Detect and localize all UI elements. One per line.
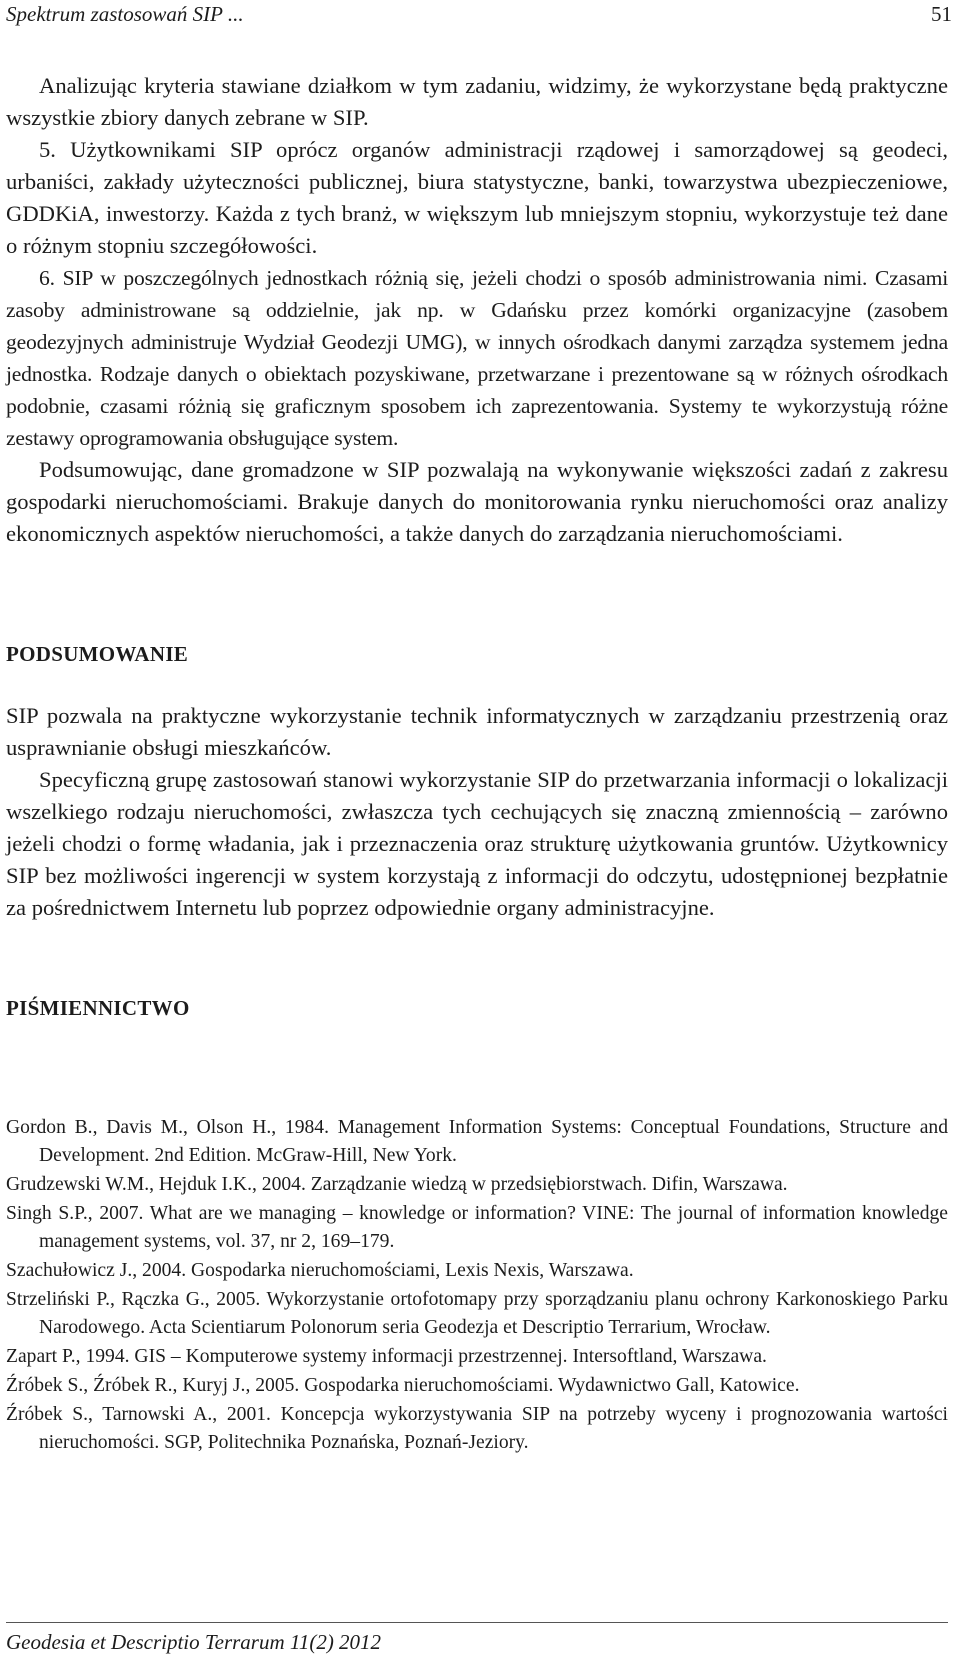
reference-item: Singh S.P., 2007. What are we managing – knowledge or information? VINE: The journal of information knowledge management systems, vol. 37, nr 2, 169–179. [6,1203,948,1252]
body-text [6,70,948,550]
paragraph: Analizując kryteria stawiane działkom w tym zadaniu, widzimy, że wykorzystane będą praktyczne wszystkie zbiory danych zebrane w SIP. [6,73,948,130]
paragraph: SIP pozwala na praktyczne wykorzystanie technik informatycznych w zarządzaniu przestrzenią oraz usprawnianie obsługi mieszkańców. [6,703,948,760]
section-heading-references: PIŚMIENNICTWO [6,996,190,1020]
reference-item: Grudzewski W.M., Hejduk I.K., 2004. Zarządzanie wiedzą w przedsiębiorstwach. Difin, Warszawa. [6,1174,788,1195]
paragraph: Specyficzną grupę zastosowań stanowi wykorzystanie SIP do przetwarzania informacji o lokalizacji wszelkiego rodzaju nieruchomości, zwłaszcza tych cechujących się znaczną zmiennością – zarówno jeżeli chodzi o formę władania, jak i przeznaczenia oraz strukturę użytkowania gruntów. Użytkownicy SIP bez możliwości ingerencji w system korzystają z informacji do odczytu, udostępnionej bezpłatnie za pośrednictwem Internetu lub poprzez odpowiednie organy administracyjne. [6,767,948,920]
running-header [6,2,952,34]
running-title: Spektrum zastosowań SIP ... [6,2,244,26]
reference-item: Źróbek S., Tarnowski A., 2001. Koncepcja wykorzystywania SIP na potrzeby wyceny i prognozowania wartości nieruchomości. SGP, Politechnika Poznańska, Poznań-Jeziory. [6,1404,948,1453]
reference-item: Gordon B., Davis M., Olson H., 1984. Management Information Systems: Conceptual Foundations, Structure and Development. 2nd Edition. McGraw-Hill, New York. [6,1117,948,1166]
paragraph: 5. Użytkownikami SIP oprócz organów administracji rządowej i samorządowej są geodeci, urbaniści, zakłady użyteczności publicznej, biura statystyczne, banki, towarzystwa ubezpieczeniowe, GDDKiA, inwestorzy. Każda z tych branż, w większym lub mniejszym stopniu, wykorzystuje też dane o różnym stopniu szczegółowości. [6,137,948,258]
reference-item: Zapart P., 1994. GIS – Komputerowe systemy informacji przestrzennej. Intersoftland, Warszawa. [6,1346,767,1367]
reference-item: Źróbek S., Źróbek R., Kuryj J., 2005. Gospodarka nieruchomościami. Wydawnictwo Gall, Katowice. [6,1375,800,1396]
reference-list [6,1114,948,1458]
journal-footer: Geodesia et Descriptio Terrarum 11(2) 2012 [6,1630,382,1654]
paragraph: Podsumowując, dane gromadzone w SIP pozwalają na wykonywanie większości zadań z zakresu gospodarki nieruchomościami. Brakuje danych do monitorowania rynku nieruchomości oraz analizy ekonomicznych aspektów nieruchomości, a także danych do zarządzania nieruchomościami. [6,457,948,546]
reference-item: Szachułowicz J., 2004. Gospodarka nieruchomościami, Lexis Nexis, Warszawa. [6,1260,634,1281]
paragraph: 6. SIP w poszczególnych jednostkach różnią się, jeżeli chodzi o sposób administrowania nimi. Czasami zasoby administrowane są oddzielnie, jak np. w Gdańsku przez komórki organizacyjne (zasobem geodezyjnych administruje Wydział Geodezji UMG), w innych ośrodkach danymi zarządza systemem jedna jednostka. Rodzaje danych o obiektach pozyskiwane, przetwarzane i prezentowane są w różnych ośrodkach podobnie, czasami różnią się graficznym sposobem ich zaprezentowania. Systemy te wykorzystują różne zestawy oprogramowania obsługujące system. [6,266,948,450]
reference-item: Strzeliński P., Rączka G., 2005. Wykorzystanie ortofotomapy przy sporządzaniu planu ochrony Karkonoskiego Parku Narodowego. Acta Scientiarum Polonorum seria Geodezja et Descriptio Terrarium, Wrocław. [6,1289,948,1338]
page-number: 51 [931,2,952,26]
summary-text [6,700,948,924]
section-heading-summary: PODSUMOWANIE [6,642,189,666]
footer-divider [6,1622,948,1623]
